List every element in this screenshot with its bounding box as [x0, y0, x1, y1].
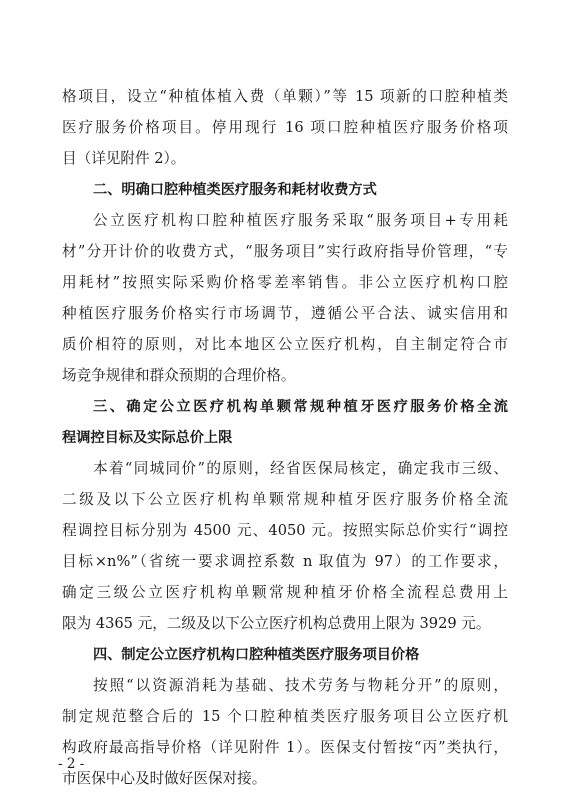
- paragraph-line: 种植医疗服务价格实行市场调节，遵循公平合法、诚实信用和: [62, 305, 508, 322]
- paragraph-line: 按照“以资源消耗为基础、技术劳务与物耗分开”的原则，: [93, 677, 508, 694]
- section-heading: 程调控目标及实际总价上限: [62, 430, 233, 446]
- section-heading: 四、制定公立医疗机构口腔种植类医疗服务项目价格: [93, 647, 420, 663]
- section-heading: 二、明确口腔种植类医疗服务和耗材收费方式: [93, 182, 377, 198]
- paragraph-line: 格项目，设立“种植体植入费（单颗）”等 15 项新的口腔种植类: [62, 88, 508, 105]
- paragraph-line: 本着“同城同价”的原则，经省医保局核定，确定我市三级、: [93, 460, 508, 477]
- section-heading: 三、确定公立医疗机构单颗常规种植牙医疗服务价格全流: [93, 399, 508, 415]
- paragraph-line: 公立医疗机构口腔种植医疗服务采取“服务项目+专用耗: [93, 212, 508, 229]
- page-number: - 2 -: [58, 756, 85, 772]
- paragraph-line: 医疗服务价格项目。停用现行 16 项口腔种植医疗服务价格项: [62, 119, 508, 136]
- paragraph-line: 确定三级公立医疗机构单颗常规种植牙价格全流程总费用上: [62, 584, 508, 601]
- paragraph-line: 目标×n%”（省统一要求调控系数 n 取值为 97）的工作要求，: [62, 553, 508, 570]
- paragraph-line: 目（详见附件 2）。: [62, 150, 186, 167]
- paragraph-line: 质价相符的原则，对比本地区公立医疗机构，自主制定符合市: [62, 336, 508, 353]
- paragraph-line: 材”分开计价的收费方式，“服务项目”实行政府指导价管理，“专: [62, 243, 508, 260]
- paragraph-line: 程调控目标分别为 4500 元、4050 元。按照实际总价实行“调控: [62, 522, 508, 539]
- paragraph-line: 限为 4365 元，二级及以下公立医疗机构总费用上限为 3929 元。: [62, 615, 491, 632]
- paragraph-line: 构政府最高指导价格（详见附件 1）。医保支付暂按“丙”类执行，: [62, 739, 508, 756]
- paragraph-line: 制定规范整合后的 15 个口腔种植类医疗服务项目公立医疗机: [62, 708, 508, 725]
- paragraph-line: 场竞争规律和群众预期的合理价格。: [62, 367, 296, 384]
- paragraph-line: 市医保中心及时做好医保对接。: [62, 770, 267, 787]
- paragraph-line: 用耗材”按照实际采购价格零差率销售。非公立医疗机构口腔: [62, 274, 508, 291]
- paragraph-line: 二级及以下公立医疗机构单颗常规种植牙医疗服务价格全流: [62, 491, 508, 508]
